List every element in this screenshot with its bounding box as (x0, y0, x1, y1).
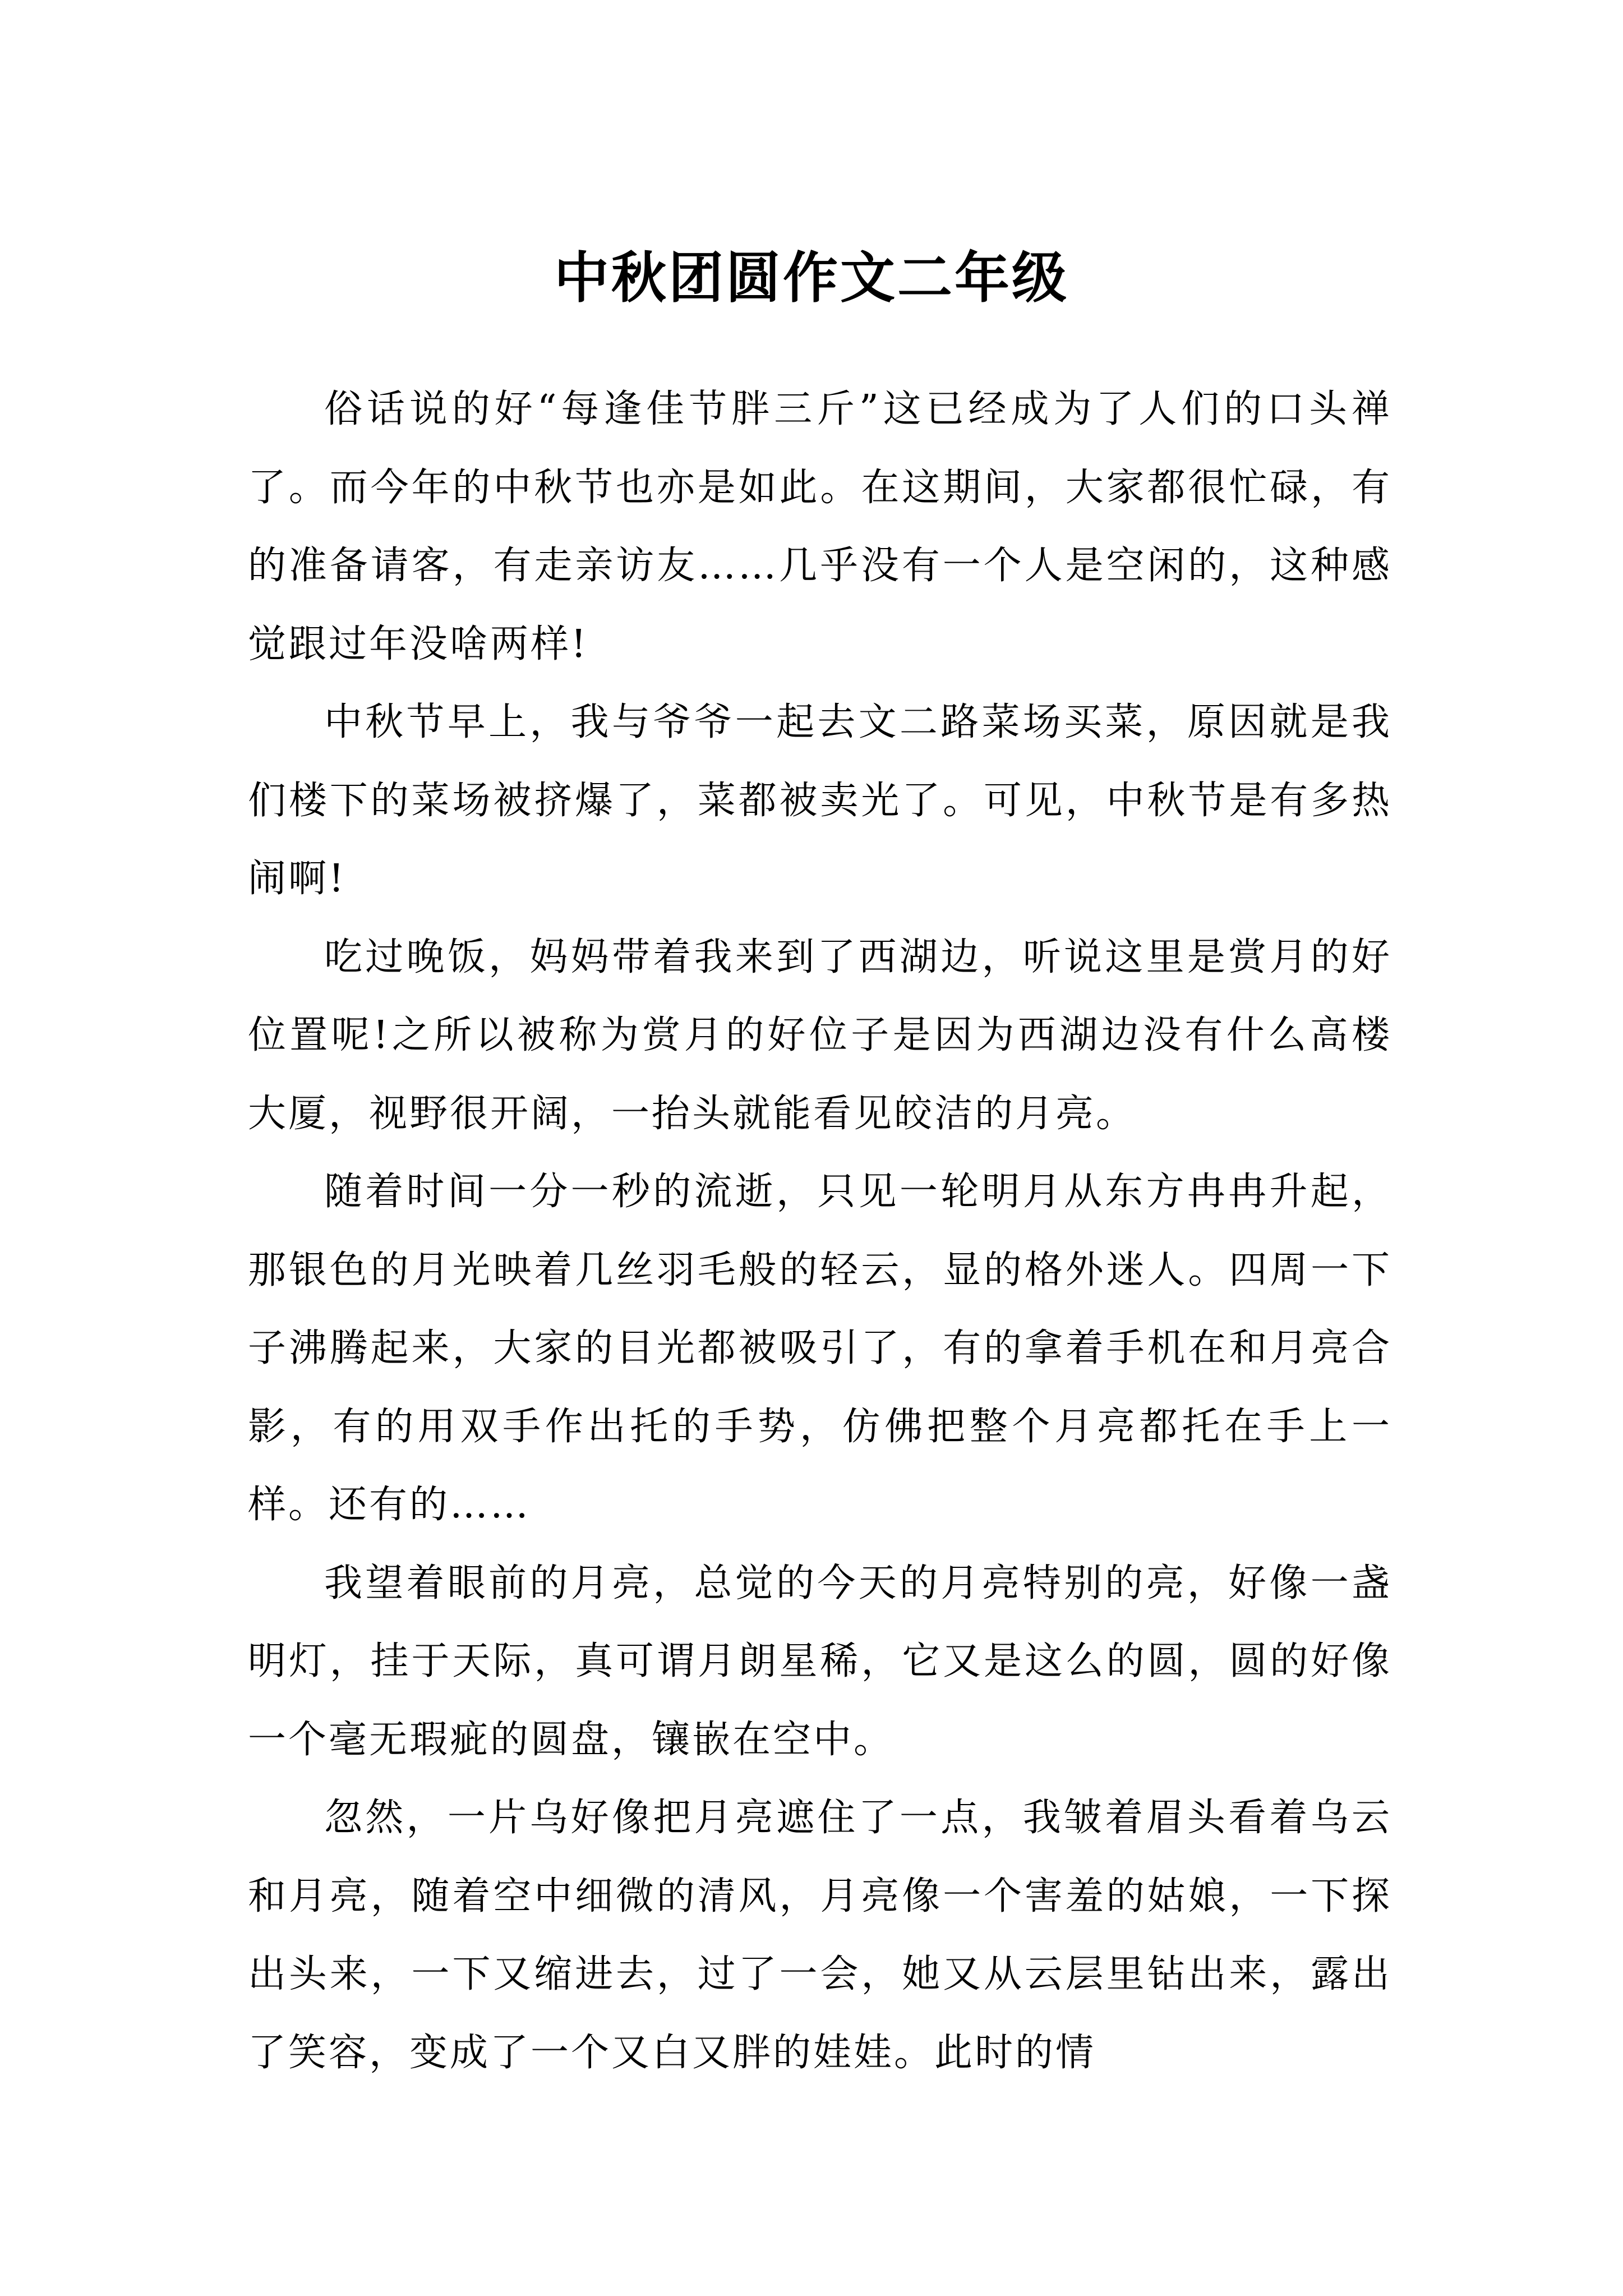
paragraph-4: 随着时间一分一秒的流逝，只见一轮明月从东方冉冉升起，那银色的月光映着几丝羽毛般的轻云，显的格外迷人。四周一下子沸腾起来，大家的目光都被吸引了，有的拿着手机在和月亮合影，有的用双手作出托的手势，仿佛把整个月亮都托在手上一样。还有的…… (248, 1170, 1392, 1527)
paragraph-6: 忽然，一片乌好像把月亮遮住了一点，我皱着眉头看着乌云和月亮，随着空中细微的清风，月亮像一个害羞的姑娘，一下探出头来，一下又缩进去，过了一会，她又从云层里钻出来，露出了笑容，变成了一个又白又胖的娃娃。此时的情 (248, 1796, 1392, 2075)
paragraph-3: 吃过晚饭，妈妈带着我来到了西湖边，听说这里是赏月的好位置呢!之所以被称为赏月的好位子是因为西湖边没有什么高楼大厦，视野很开阔，一抬头就能看见皎洁的月亮。 (248, 935, 1392, 1136)
paragraph-2: 中秋节早上，我与爷爷一起去文二路菜场买菜，原因就是我们楼下的菜场被挤爆了，菜都被卖光了。可见，中秋节是有多热闹啊! (248, 700, 1392, 901)
paragraph-1: 俗话说的好“每逢佳节胖三斤”这已经成为了人们的口头禅了。而今年的中秋节也亦是如此。在这期间，大家都很忙碌，有的准备请客，有走亲访友……几乎没有一个人是空闲的，这种感觉跟过年没啥两样! (248, 387, 1392, 666)
document-body (248, 370, 1392, 2092)
paragraph-5: 我望着眼前的月亮，总觉的今天的月亮特别的亮，好像一盏明灯，挂于天际，真可谓月朗星稀，它又是这么的圆，圆的好像一个毫无瑕疵的圆盘，镶嵌在空中。 (248, 1561, 1392, 1762)
document-title: 中秋团圆作文二年级 (554, 245, 1069, 310)
